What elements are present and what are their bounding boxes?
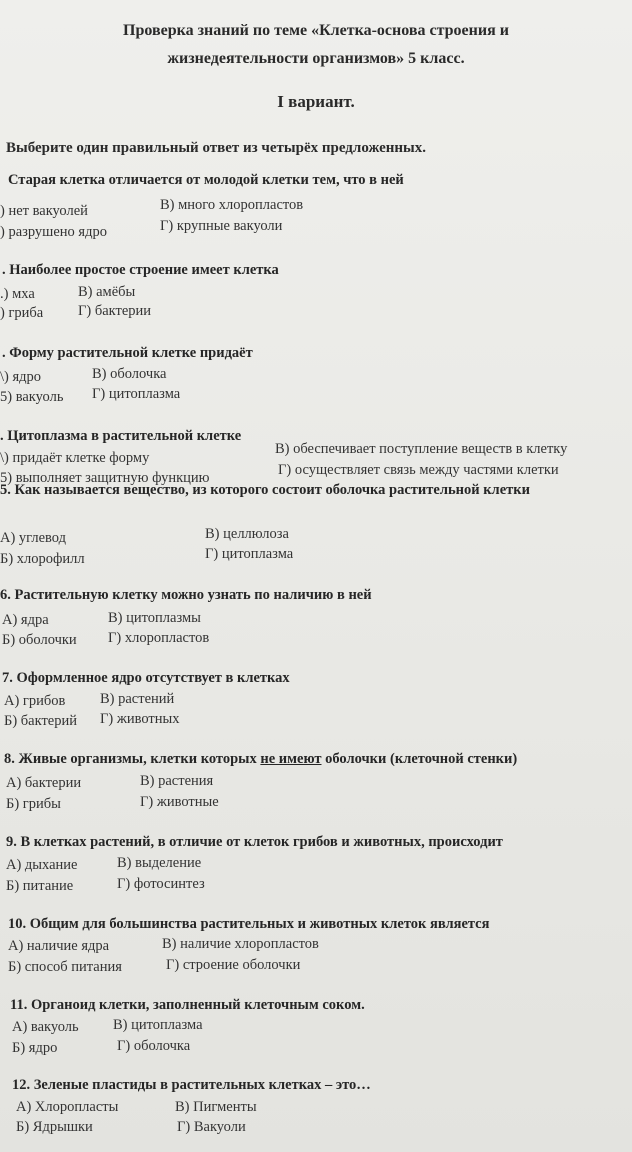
q8-option-a: А) бактерии (6, 775, 82, 791)
question-8-part2: оболочки (клеточной стенки) (321, 751, 518, 767)
q7-option-b: Б) бактерий (4, 713, 77, 729)
q6-option-v: В) цитоплазмы (108, 610, 201, 626)
q10-option-v: В) наличие хлоропластов (162, 936, 319, 952)
question-2: . Наиболее простое строение имеет клетка (2, 262, 279, 278)
title-line-2: жизнедеятельности организмов» 5 класс. (167, 50, 465, 67)
title-line-1: Проверка знаний по теме «Клетка-основа строения и (123, 22, 509, 39)
q4-option-g: Г) осуществляет связь между частями клетки (278, 462, 559, 478)
question-12: 12. Зеленые пластиды в растительных клетках – это… (12, 1077, 371, 1093)
q8-option-g: Г) животные (140, 794, 219, 810)
q7-option-g: Г) животных (100, 711, 180, 727)
q9-option-g: Г) фотосинтез (117, 876, 205, 892)
q6-option-g: Г) хлоропластов (108, 630, 210, 646)
q1-option-b: ) разрушено ядро (0, 224, 107, 240)
q1-option-v: В) много хлоропластов (160, 197, 304, 213)
variant-label: I вариант. (277, 92, 355, 111)
question-10: 10. Общим для большинства растительных и животных клеток является (8, 916, 490, 932)
question-8-part1: 8. Живые организмы, клетки которых (4, 751, 261, 767)
question-1: Старая клетка отличается от молодой клетки тем, что в ней (8, 172, 404, 188)
q11-option-a: А) вакуоль (12, 1019, 79, 1035)
q5-option-v: В) целлюлоза (205, 526, 289, 542)
q3-option-v: В) оболочка (92, 366, 167, 382)
q11-option-v: В) цитоплазма (113, 1017, 203, 1033)
question-8-underlined: не имеют (260, 751, 322, 767)
question-6: 6. Растительную клетку можно узнать по наличию в ней (0, 587, 372, 603)
q4-option-b: 5) выполняет защитную функцию (0, 470, 210, 486)
q1-option-a: ) нет вакуолей (0, 203, 88, 219)
q4-option-a: \) придаёт клетке форму (0, 450, 150, 466)
q10-option-b: Б) способ питания (8, 959, 122, 975)
q4-option-v: В) обеспечивает поступление веществ в клетку (275, 441, 568, 457)
q2-option-a: .) мха (0, 286, 35, 302)
q3-option-b: 5) вакуоль (0, 389, 64, 405)
q3-option-a: \) ядро (0, 369, 42, 385)
question-4: . Цитоплазма в растительной клетке (0, 428, 242, 444)
q11-option-g: Г) оболочка (117, 1038, 191, 1054)
q11-option-b: Б) ядро (12, 1040, 58, 1056)
q8-option-v: В) растения (140, 773, 214, 789)
q9-option-b: Б) питание (6, 878, 74, 894)
question-7: 7. Оформленное ядро отсутствует в клетках (2, 670, 290, 686)
question-8 (4, 751, 517, 768)
q5-option-b: Б) хлорофилл (0, 551, 85, 567)
q12-option-b: Б) Ядрышки (16, 1119, 93, 1135)
q3-option-g: Г) цитоплазма (92, 386, 181, 402)
q10-option-g: Г) строение оболочки (166, 957, 301, 973)
q1-option-g: Г) крупные вакуоли (160, 218, 283, 234)
q2-option-v: В) амёбы (78, 284, 136, 300)
q2-option-b: ) гриба (0, 305, 44, 321)
q6-option-a: А) ядра (2, 612, 49, 628)
q12-option-a: А) Хлоропласты (16, 1099, 119, 1115)
q5-option-a: А) углевод (0, 530, 67, 546)
question-11: 11. Органоид клетки, заполненный клеточным соком. (10, 997, 365, 1013)
instruction: Выберите один правильный ответ из четырёх предложенных. (6, 140, 427, 156)
q12-option-v: В) Пигменты (175, 1099, 257, 1115)
q5-option-g: Г) цитоплазма (205, 546, 294, 562)
question-9: 9. В клетках растений, в отличие от клеток грибов и животных, происходит (6, 834, 503, 850)
q6-option-b: Б) оболочки (2, 632, 77, 648)
q10-option-a: А) наличие ядра (8, 938, 110, 954)
q8-option-b: Б) грибы (6, 796, 61, 812)
q9-option-v: В) выделение (117, 855, 202, 871)
q9-option-a: А) дыхание (6, 857, 78, 873)
q2-option-g: Г) бактерии (78, 303, 152, 319)
q7-option-v: В) растений (100, 691, 175, 707)
question-3: . Форму растительной клетке придаёт (2, 345, 253, 361)
q12-option-g: Г) Вакуоли (177, 1119, 246, 1135)
question-5: 5. Как называется вещество, из которого состоит оболочка растительной клетки (0, 482, 530, 498)
q7-option-a: А) грибов (4, 693, 66, 709)
